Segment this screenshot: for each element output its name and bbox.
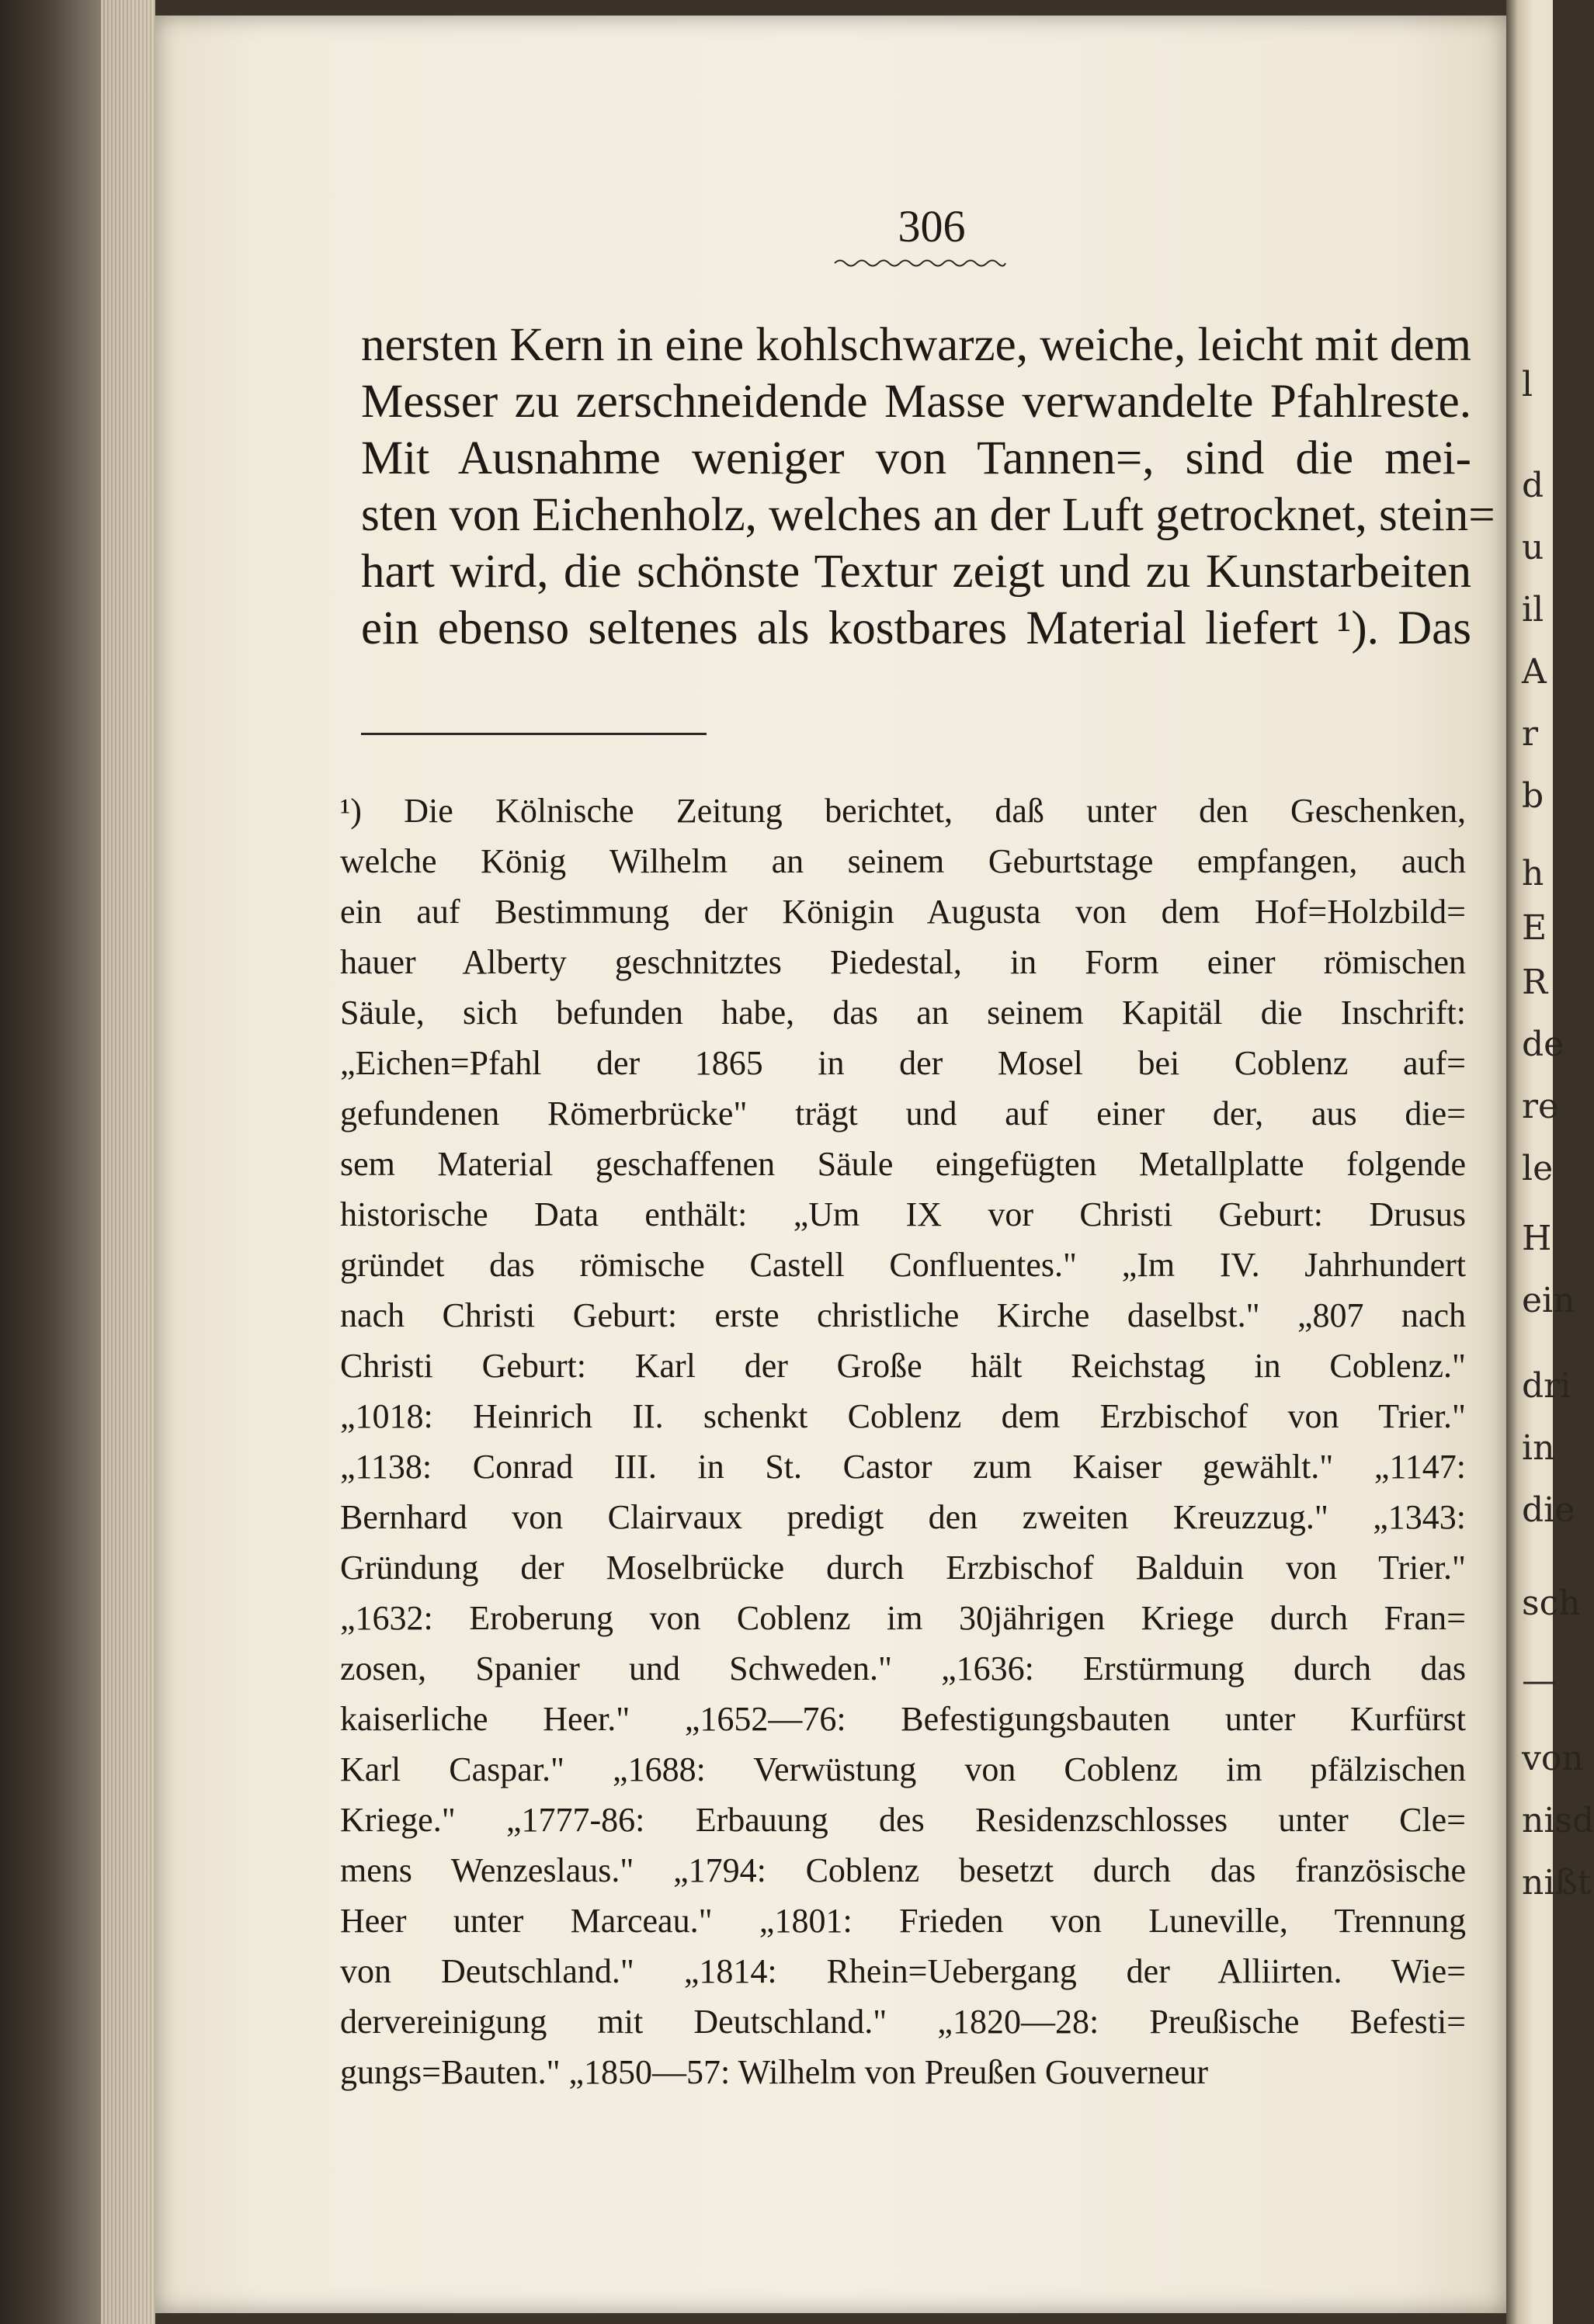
footnote-line: welche König Wilhelm an seinem Geburtstage empfangen, auch [340, 842, 1466, 880]
facing-page-fragment: nißt [1522, 1863, 1592, 1903]
facing-page-fragment: le [1522, 1149, 1554, 1188]
footnote-text [340, 786, 1466, 2097]
footnote-line: „1018: Heinrich II. schenkt Coblenz dem Erzbischof von Trier." [340, 1397, 1466, 1435]
footnote-line: Christi Geburt: Karl der Große hält Reichstag in Coblenz." [340, 1347, 1466, 1385]
footnote-line: zosen, Spanier und Schweden." „1636: Erstürmung durch das [340, 1649, 1466, 1688]
page-stack-edge [101, 0, 155, 2324]
footnote-line: dervereinigung mit Deutschland." „1820—28: Preußische Befesti= [340, 2003, 1466, 2041]
footnote-line: hauer Alberty geschnitztes Piedestal, in Form einer römischen [340, 943, 1466, 981]
footnote-line: Heer unter Marceau." „1801: Frieden von Luneville, Trennung [340, 1902, 1466, 1940]
footnote-line: Säule, sich befunden habe, das an seinem Kapitäl die Inschrift: [340, 994, 1466, 1032]
footnote-line: Kriege." „1777-86: Erbauung des Residenzschlosses unter Cle= [340, 1801, 1466, 1839]
facing-page-fragment: dri [1522, 1366, 1571, 1406]
facing-page-fragment: in [1522, 1428, 1555, 1468]
footnote-line: „1138: Conrad III. in St. Castor zum Kaiser gewählt." „1147: [340, 1448, 1466, 1486]
facing-page-fragment: R [1522, 963, 1548, 1002]
page-number: 306 [898, 201, 966, 251]
facing-page-fragment: u [1522, 528, 1544, 567]
book-binding-edge [0, 0, 155, 2324]
main-text-line: sten von Eichenholz, welches an der Luft getrocknet, stein= [361, 489, 1495, 541]
facing-page-fragment: von [1522, 1739, 1584, 1778]
footnote-line: Gründung der Moselbrücke durch Erzbischof Balduin von Trier." [340, 1549, 1466, 1587]
facing-page-fragment: A [1522, 652, 1547, 692]
footnote-line: Karl Caspar." „1688: Verwüstung von Coblenz im pfälzischen [340, 1750, 1466, 1788]
facing-page-fragment: nisd [1522, 1801, 1594, 1840]
footnote-line: mens Wenzeslaus." „1794: Coblenz besetzt durch das französische [340, 1851, 1466, 1889]
facing-page-fragment: l [1522, 365, 1533, 404]
page-number-ornament [835, 258, 1005, 269]
footnote-line: ein auf Bestimmung der Königin Augusta von dem Hof=Holzbild= [340, 893, 1466, 931]
facing-page-fragment: E [1522, 908, 1547, 948]
main-text-line: ein ebenso seltenes als kostbares Material liefert ¹). Das [361, 602, 1471, 654]
facing-page-fragment: b [1522, 776, 1544, 816]
main-text-line: Mit Ausnahme weniger von Tannen=, sind die mei- [361, 432, 1471, 484]
footnote-line: gefundenen Römerbrücke" trägt und auf einer der, aus die= [340, 1094, 1466, 1133]
footnote-line: nach Christi Geburt: erste christliche Kirche daselbst." „807 nach [340, 1296, 1466, 1334]
facing-page-fragment: die [1522, 1490, 1575, 1530]
facing-page-edge [1506, 0, 1594, 2324]
facing-page-fragment: re [1522, 1087, 1559, 1126]
footnote-line: ¹) Die Kölnische Zeitung berichtet, daß unter den Geschenken, [340, 792, 1466, 830]
facing-page-fragment: H [1522, 1219, 1552, 1258]
main-text-line: hart wird, die schönste Textur zeigt und zu Kunstarbeiten [361, 546, 1471, 598]
main-text [361, 317, 1495, 657]
footnote-line: sem Material geschaffenen Säule eingefügten Metallplatte folgende [340, 1145, 1466, 1183]
footnote-line: gründet das römische Castell Confluentes." „Im IV. Jahrhundert [340, 1246, 1466, 1284]
footnote-line: historische Data enthält: „Um IX vor Christi Geburt: Drusus [340, 1195, 1466, 1233]
facing-page-fragment: d [1522, 466, 1544, 505]
facing-page-fragment: il [1522, 590, 1544, 630]
footnote-line: Bernhard von Clairvaux predigt den zweiten Kreuzzug." „1343: [340, 1498, 1466, 1536]
facing-page-fragment: h [1522, 854, 1544, 893]
footnote-line: kaiserliche Heer." „1652—76: Befestigungsbauten unter Kurfürst [340, 1700, 1466, 1738]
footnote-line: von Deutschland." „1814: Rhein=Uebergang der Alliirten. Wie= [340, 1952, 1466, 1990]
footnote-line: „1632: Eroberung von Coblenz im 30jährigen Kriege durch Fran= [340, 1599, 1466, 1637]
facing-page-fragment: de [1522, 1025, 1564, 1064]
footnote-rule [361, 733, 707, 735]
main-text-line: Messer zu zerschneidende Masse verwandelte Pfahlreste. [361, 376, 1471, 428]
facing-page-fragment: sch [1522, 1583, 1581, 1623]
main-text-line: nersten Kern in eine kohlschwarze, weiche, leicht mit dem [361, 319, 1471, 371]
facing-page-fragment: r [1522, 714, 1539, 754]
facing-page-fragment: — [1522, 1661, 1556, 1701]
facing-page-fragment: ein [1522, 1281, 1575, 1320]
footnote-line: „Eichen=Pfahl der 1865 in der Mosel bei Coblenz auf= [340, 1044, 1466, 1082]
footnote-line: gungs=Bauten." „1850—57: Wilhelm von Preußen Gouverneur [340, 2053, 1209, 2091]
